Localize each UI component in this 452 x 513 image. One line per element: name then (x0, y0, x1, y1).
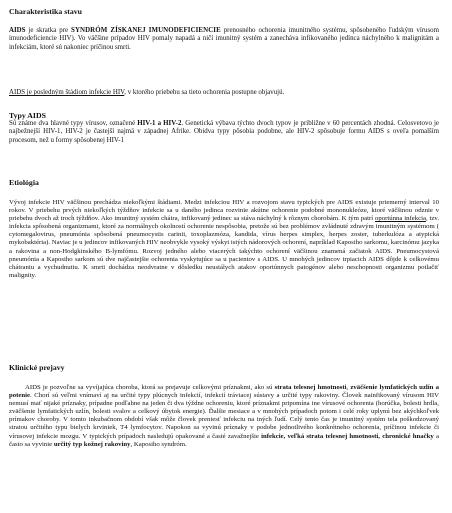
section-charakteristika-summary (9, 89, 439, 97)
section-klinicke-body (9, 384, 439, 449)
paragraph (9, 120, 439, 145)
paragraph (9, 89, 439, 97)
section-charakteristika (9, 7, 439, 16)
text-run: AIDS je pozvoľne sa vyvíjajúca choroba, ktorá sa prejavuje celkovými príznakmi, ako sú (25, 384, 275, 391)
text-run: , v ktorého priebehu sa tieto ochorenia postupne objavujú. (124, 89, 285, 96)
bold-term: určitý typ kožnej rakoviny (53, 440, 131, 448)
section-charakteristika-body (9, 27, 439, 52)
underlined-term: oportúnna infekcia (375, 215, 426, 223)
text-run: Vývoj infekcie HIV väčšinou prechádza niekoľkými štádiami. Medzi infekciou HIV a rozvojom stavu typických pre AIDS existuje priemerný interval 10 rokov. V priebehu prvých niekoľkých týždňov infekcie sa u daného jedinca rozvinie akútne ochorenie podobné mononukleóze, ktoré väčšinou odznie v priebehu dvoch až troch týždňov. Ako imunitný systém chátra, infikovaný jedinec sa stáva náchylný k rôznym chorobám. K tým patrí (9, 199, 439, 223)
section-typy (9, 111, 439, 145)
bold-term: HIV-1 a HIV-2 (137, 120, 182, 127)
bold-term: AIDS (9, 27, 26, 34)
text-run: . Genetická výbava týchto dvoch typov je približne v 60 percentách zhodná. Celosvetovo je najbežnejší HIV-1, HIV-2 je častejší najmä v západnej Afrike. Obidva typy pôsobia podobne, ale HIV-2 spôsobuje formu AIDS s oveľa pomalším procesom, než u formy spôsobenej HIV-1 (9, 120, 439, 144)
text-run: je skratka pre (25, 27, 72, 34)
text-run: a často sa vyvinie (9, 432, 440, 448)
section-klinicke (9, 363, 439, 372)
bold-term: infekcie, veľká strata telesnej hmotnosti, chronické hnačky (261, 432, 434, 440)
section-etiologia (9, 178, 439, 187)
text-run: , (346, 384, 351, 391)
section-etiologia-body (9, 199, 439, 280)
text-run: Sú známe dva hlavné typy vírusov, označené (9, 120, 138, 127)
section-heading: Klinické prejavy (9, 363, 65, 372)
bold-term: zväčšenie lymfatických uzlín a potenie (9, 384, 439, 400)
text-run: , tzv. infekcia spôsobená organizmami, ktoré za normálnych okolností ochorenie nespôsobia, pretože sú bez problémov zvládnuté zdravým imunitným systémom ( cytomegalovirus, pneumónia spôsobená pneumocystis carinii, toxoplazmóza, kandida, vírus herpes simplex, herpes zoster, tuberkulóza a atypická mykobaktéria). Naviac je u jedincov infikovaných HIV neobvykle vysoký výskyt istých nádorových ochorení, napríklad Kaposiho sarkomu, karcinómu jazyka a rakovina a non-Hodgkinského B-lymfómu. Rozvoj jedného alebo viacerých takýchto ochorení väčšinou znamená začiatok AIDS. Pneumocystová pneumónia a Kaposiho sarkom sú dve najčastejšie ochorenia vyskytujúce sa u pacientov s AIDS. U mnohých jedincov trpiacich AIDS dôjde k celkovému chátraniu a vychudnutiu. K smrti dochádza neodvratne v dôsledku neustálych atakov oportúnnych patogénov alebo neschopnosti organizmu potlačiť malignity. (9, 215, 440, 279)
text-run: prenosného ochorenia imunitného systému, spôsobeného ľudským vírusom imunodeficiencie HIV). Vo väčšine prípadov HIV pomaly napadá a ničí imunitný systém a zanecháva infikovaného jedinca náchylného k malignitám a infekciám, ktoré sú nakoniec príčinou smrti. (9, 27, 439, 51)
section-heading: Charakteristika stavu (9, 7, 82, 16)
bold-term: strata telesnej hmotnosti (274, 384, 347, 391)
section-heading: Typy AIDS (9, 111, 46, 120)
text-run: . Chorí sú veľmi vnímaví aj na určité typy plúcnych infekcií, infekcií tráviacej sústavy a určité typy rakoviny. Človek nainfikovaný vírusom HIV nemusí mať nijaké príznaky, prípadne podľahne na jeden či dva týždne ochoreniu, ktoré príznakmi pripomína ine vírusové ochorenia (horúčka, bolesti hrdla, zväčšenie lymfatických uzlín, bolesti svalov a celkový úbytok energie). Ďalšie mesiace a v mnohých prípadoch potom i celé roky uplynú bez akýchkoľvek prímakov choroby. V tomto inkubačnom období však môže človek preniesť infekciu na iných ľudí. Celý tento čas je imunitný systém tela poškodzovaný stratou určitého typu bielych krviniek, T4 lymfocytov. Napokon sa vyvinú príznaky v podobe jednotlivého konkrétneho ochorenia, príčinou infekcie či vírusovej infekcie mozgu. V typických prípadoch nasledujú opakované a časté zavažnejšie (9, 392, 439, 440)
paragraph (9, 384, 439, 449)
bold-term: SYNDRÓM ZÍSKANEJ IMUNODEFICIENCIE (71, 27, 221, 34)
section-heading: Etiológia (9, 178, 39, 187)
text-run: , Kaposiho syndróm. (130, 440, 187, 448)
paragraph (9, 27, 439, 52)
paragraph (9, 199, 439, 280)
underlined-term: AIDS je posledným štádiom infekcie HIV (9, 89, 125, 96)
